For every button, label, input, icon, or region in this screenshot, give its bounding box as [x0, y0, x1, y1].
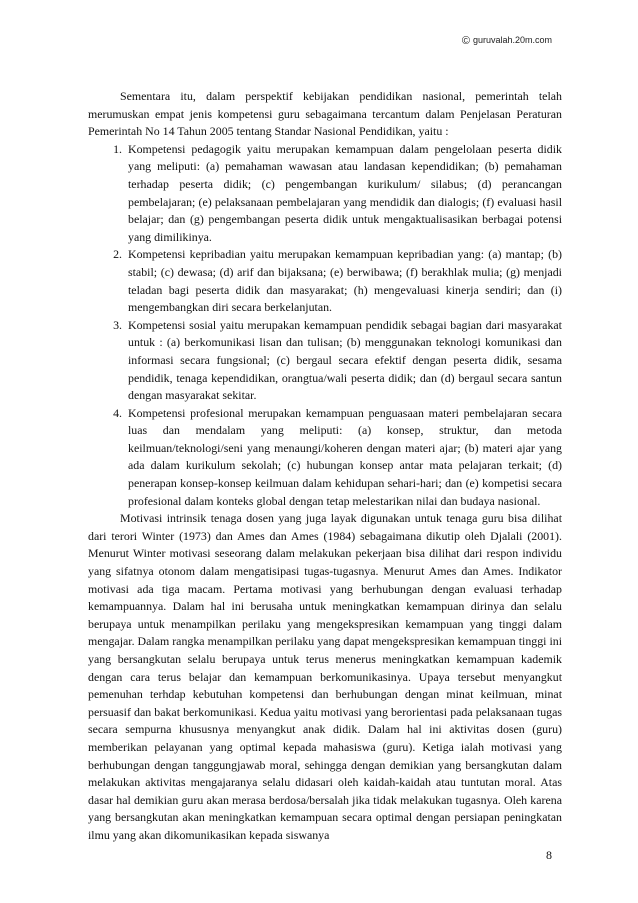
list-item-sosial: 3. Kompetensi sosial yaitu merupakan kemampuan pendidik sebagai bagian dari masyarakat untuk : (a) berkomunikasi lisan dan tulisan; (b) menggunakan teknologi komunikasi dan informasi secara fungsional; (c) bergaul secara efektif dengan peserta didik, sesama pendidik, tenaga kependidikan, orangtua/wali peserta didik; dan (d) bergaul secara santun dengan masyarakat sekitar. [125, 317, 562, 405]
list-item-kepribadian: 2. Kompetensi kepribadian yaitu merupakan kemampuan kepribadian yang: (a) mantap; (b) stabil; (c) dewasa; (d) arif dan bijaksana; (e) berwibawa; (f) berakhlak mulia; (g) menjadi teladan bagi peserta didik dan masyarakat; (h) mengevaluasi kinerja sendiri; dan (i) mengembangkan diri secara berkelanjutan. [125, 246, 562, 316]
document-body [88, 88, 562, 845]
page-header [462, 34, 552, 46]
list-item-pedagogik: 1. Kompetensi pedagogik yaitu merupakan kemampuan dalam pengelolaan peserta didik yang meliputi: (a) pemahaman wawasan atau landasan kependidikan; (b) pemahaman terhadap peserta didik; (c) pengembangan kurikulum/ silabus; (d) perancangan pembelajaran; (e) pelaksanaan pembelajaran yang mendidik dan dialogis; (f) evaluasi hasil belajar; dan (g) pengembangan peserta didik untuk mengaktualisasikan berbagai potensi yang dimilikinya. [125, 141, 562, 247]
page-number: 8 [546, 848, 552, 862]
competency-list [88, 141, 562, 510]
motivation-paragraph: Motivasi intrinsik tenaga dosen yang juga layak digunakan untuk tenaga guru bisa dilihat dari terori Winter (1973) dan Ames dan Ames (1984) sebagaimana dikutip oleh Djalali (2001). Menurut Winter motivasi seseorang dalam melakukan pekerjaan bisa dilihat dari respon individu yang sifatnya otonom dalam mengatisipasi tugas-tugasnya. Menurut Ames dan Ames. Indikator motivasi ada tiga macam. Pertama motivasi yang berhubungan dengan evaluasi terhadap kemampuannya. Dalam hal ini berusaha untuk meningkatkan kemampuan dirinya dan selalu berupaya untuk menampilkan perilaku yang mengekspresikan kemampuan yang tinggi dalam mengajar. Dalam rangka menampilkan perilaku yang dapat mengekspresikan kemampuan tinggi ini yang bersangkutan selalu berupaya untuk terus menerus meningkatkan kemampuan kademik dengan cara terus belajar dan kemampuan berkomunikasinya. Upaya tersebut menyangkut pemenuhan terhdap kebutuhan kompetensi dan berhubungan dengan minat keilmuan, minat persuasif dan bakat berkomunikasi. Kedua yaitu motivasi yang berorientasi pada pelaksanaan tugas secara sempurna khususnya menyangkut anak didik. Dalam hal ini aktivitas dosen (guru) memberikan pelayanan yang optimal kepada mahasiswa (guru). Ketiga ialah motivasi yang berhubungan dengan tanggungjawab moral, sehingga dengan demikian yang bersangkutan dalam melakukan aktivitas mengajaranya selalu didasari oleh kaidah-kaidah atau tuntutan moral. Atas dasar hal demikian guru akan merasa berdosa/bersalah jika tidak melakukan tugasnya. Oleh karena yang bersangkutan akan meningkatkan kemampuan secara optimal dengan persiapan peningkatan ilmu yang akan dikomunikasikan kepada siswanya [88, 511, 562, 842]
intro-paragraph: Sementara itu, dalam perspektif kebijakan pendidikan nasional, pemerintah telah merumuskan empat jenis kompetensi guru sebagaimana tercantum dalam Penjelasan Peraturan Pemerintah No 14 Tahun 2005 tentang Standar Nasional Pendidikan, yaitu : [88, 89, 562, 139]
list-item-profesional: 4. Kompetensi profesional merupakan kemampuan penguasaan materi pembelajaran secara luas dan mendalam yang meliputi: (a) konsep, struktur, dan metoda keilmuan/teknologi/seni yang menaungi/koheren dengan materi ajar; (b) materi ajar yang ada dalam kurikulum sekolah; (c) hubungan konsep antar mata pelajaran terkait; (d) penerapan konsep-konsep keilmuan dalam kehidupan sehari-hari; dan (e) kompetisi secara profesional dalam konteks global dengan tetap melestarikan nilai dan budaya nasional. [125, 405, 562, 511]
header-site-text: guruvalah.20m.com [472, 35, 552, 45]
copyright-icon: © [461, 35, 470, 47]
